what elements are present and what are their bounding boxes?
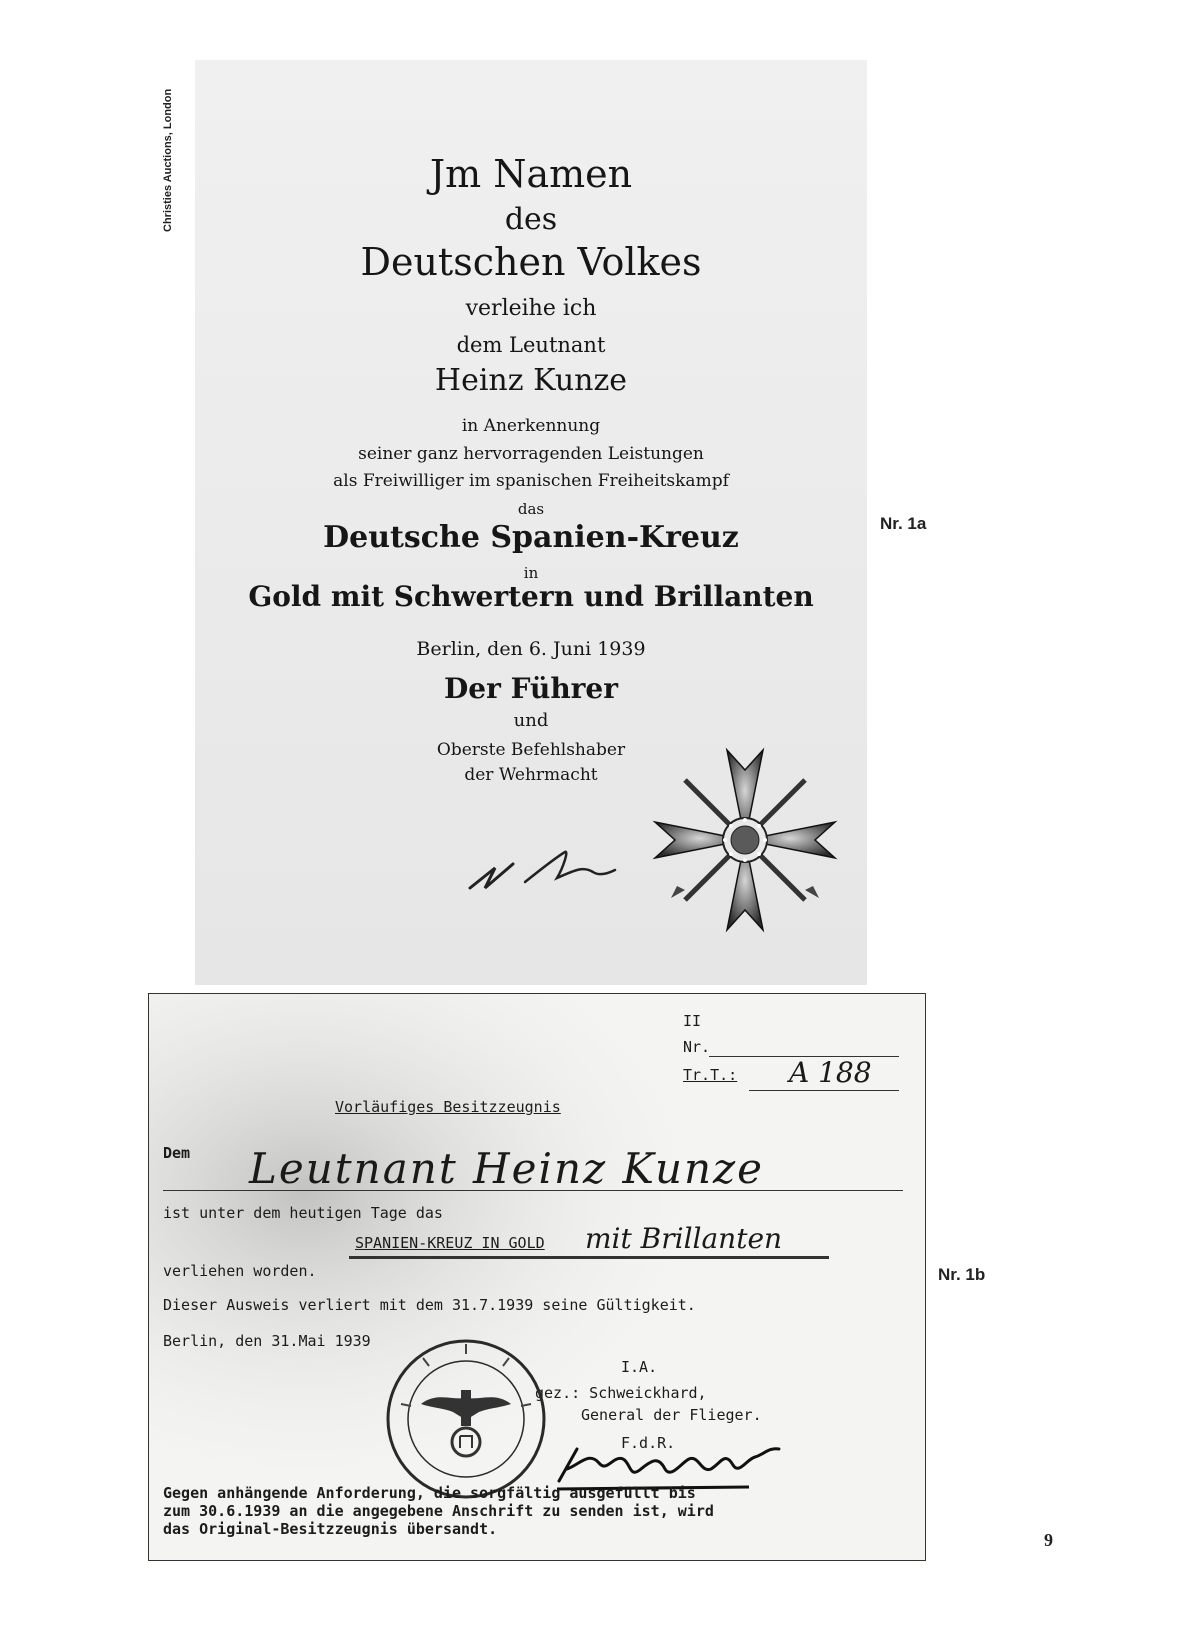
cert-line-15: Der Führer (443, 672, 618, 705)
figure-label-1b: Nr. 1b (938, 1265, 986, 1284)
cert-line-16: und (513, 710, 549, 731)
cert-line-1: Jm Namen (429, 152, 633, 196)
footer-line-2: zum 30.6.1939 an die angegebene Anschrift zu senden ist, wird (163, 1502, 714, 1520)
section-number: II (683, 1012, 702, 1030)
award-intro: ist unter dem heutigen Tage das (163, 1204, 443, 1222)
cert-line-18: der Wehrmacht (464, 765, 598, 785)
recipient-rule (163, 1190, 903, 1191)
signature-image (465, 830, 625, 910)
cert-line-8: seiner ganz hervorragenden Leistungen (358, 444, 704, 464)
footer-line-3: das Original-Besitzzeugnis übersandt. (163, 1520, 498, 1538)
cert-line-12: in (523, 564, 539, 582)
award-rule (349, 1256, 829, 1259)
cert-line-6: Heinz Kunze (434, 363, 628, 398)
cert-line-5: dem Leutnant (456, 333, 606, 357)
cert-line-14: Berlin, den 6. Juni 1939 (416, 638, 646, 660)
cert-line-7: in Anerkennung (461, 416, 601, 436)
award-certificate (195, 60, 867, 985)
ia-label: I.A. (621, 1358, 658, 1376)
figure-label-1a: Nr. 1a (880, 514, 927, 533)
place-date: Berlin, den 31.Mai 1939 (163, 1332, 371, 1350)
dem-label: Dem (163, 1144, 191, 1162)
page-number: 9 (1044, 1530, 1053, 1550)
recipient-handwritten: Leutnant Heinz Kunze (249, 1144, 765, 1193)
footer-line-1: Gegen anhängende Anforderung, die sorgfältig ausgefüllt bis (163, 1484, 696, 1502)
photo-credit: Christies Auctions, London (162, 88, 174, 232)
signer-rank: General der Flieger. (581, 1406, 762, 1424)
cert-line-3: Deutschen Volkes (360, 240, 702, 284)
fdr-label: F.d.R. (621, 1434, 676, 1452)
provisional-certificate-card (148, 993, 926, 1561)
cert-line-11: Deutsche Spanien-Kreuz (323, 520, 739, 555)
trt-rule (749, 1090, 899, 1091)
award-typed: SPANIEN-KREUZ IN GOLD (355, 1234, 545, 1252)
cert-line-17: Oberste Befehlshaber (436, 740, 626, 760)
award-handwritten: mit Brillanten (585, 1222, 783, 1255)
award-closing: verliehen worden. (163, 1262, 317, 1280)
cert-line-9: als Freiwilliger im spanischen Freiheitskampf (333, 471, 729, 491)
spanish-cross-medal (645, 740, 845, 940)
cert-line-13: Gold mit Schwertern und Brillanten (248, 580, 814, 613)
card-title: Vorläufiges Besitzzeugnis (335, 1098, 561, 1116)
cert-line-4: verleihe ich (465, 296, 597, 321)
cert-line-2: des (504, 202, 558, 237)
trt-value: A 188 (789, 1056, 872, 1089)
nr-label: Nr. (683, 1038, 711, 1056)
trt-label: Tr.T.: (683, 1066, 738, 1084)
cert-line-10: das (517, 500, 545, 518)
validity-note: Dieser Ausweis verliert mit dem 31.7.1939 seine Gültigkeit. (163, 1296, 696, 1314)
signed-by: gez.: Schweickhard, (535, 1384, 707, 1402)
wehrmacht-seal-stamp (381, 1334, 551, 1504)
